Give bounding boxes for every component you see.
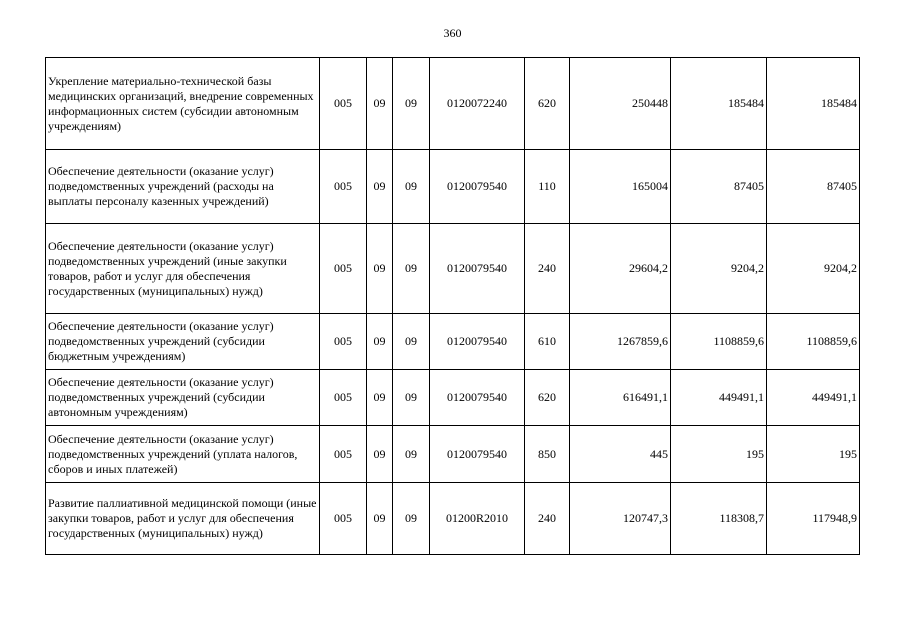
section-code: 09 [367,224,393,314]
amount-3: 1108859,6 [767,314,860,370]
amount-3: 87405 [767,150,860,224]
row-name: Обеспечение деятельности (оказание услуг) подведомственных учреждений (расходы на выплаты персоналу казенных учреждений) [46,150,320,224]
target-code: 0120072240 [430,58,525,150]
amount-1: 165004 [570,150,671,224]
amount-1: 616491,1 [570,370,671,426]
amount-3: 185484 [767,58,860,150]
row-name: Обеспечение деятельности (оказание услуг) подведомственных учреждений (уплата налогов, сборов и иных платежей) [46,426,320,483]
amount-3: 449491,1 [767,370,860,426]
ministry-code: 005 [320,426,367,483]
target-code: 0120079540 [430,150,525,224]
table-row [46,224,860,314]
expense-type-code: 110 [525,150,570,224]
amount-2: 87405 [671,150,767,224]
subsection-code: 09 [393,224,430,314]
ministry-code: 005 [320,370,367,426]
subsection-code: 09 [393,150,430,224]
subsection-code: 09 [393,58,430,150]
page-number: 360 [443,26,462,40]
amount-2: 118308,7 [671,483,767,555]
ministry-code: 005 [320,58,367,150]
amount-3: 117948,9 [767,483,860,555]
table-row [46,58,860,150]
budget-table [45,57,860,555]
expense-type-code: 240 [525,224,570,314]
ministry-code: 005 [320,224,367,314]
expense-type-code: 610 [525,314,570,370]
amount-2: 195 [671,426,767,483]
target-code: 0120079540 [430,370,525,426]
amount-3: 195 [767,426,860,483]
expense-type-code: 240 [525,483,570,555]
section-code: 09 [367,426,393,483]
amount-1: 29604,2 [570,224,671,314]
section-code: 09 [367,483,393,555]
section-code: 09 [367,370,393,426]
table-row [46,150,860,224]
subsection-code: 09 [393,426,430,483]
expense-type-code: 850 [525,426,570,483]
row-name: Развитие паллиативной медицинской помощи (иные закупки товаров, работ и услуг для обеспечения государственных (муниципальных) нужд) [46,483,320,555]
ministry-code: 005 [320,483,367,555]
row-name: Обеспечение деятельности (оказание услуг) подведомственных учреждений (субсидии автономным учреждениям) [46,370,320,426]
section-code: 09 [367,150,393,224]
amount-1: 250448 [570,58,671,150]
subsection-code: 09 [393,483,430,555]
row-name: Укрепление материально-технической базы медицинских организаций, внедрение современных информационных систем (субсидии автономным учреждениям) [46,58,320,150]
subsection-code: 09 [393,370,430,426]
section-code: 09 [367,314,393,370]
table-row [46,370,860,426]
ministry-code: 005 [320,150,367,224]
amount-3: 9204,2 [767,224,860,314]
row-name: Обеспечение деятельности (оказание услуг) подведомственных учреждений (иные закупки товаров, работ и услуг для обеспечения государственных (муниципальных) нужд) [46,224,320,314]
target-code: 0120079540 [430,314,525,370]
row-name: Обеспечение деятельности (оказание услуг) подведомственных учреждений (субсидии бюджетным учреждениям) [46,314,320,370]
table-row [46,426,860,483]
subsection-code: 09 [393,314,430,370]
amount-1: 120747,3 [570,483,671,555]
expense-type-code: 620 [525,370,570,426]
amount-2: 1108859,6 [671,314,767,370]
expense-type-code: 620 [525,58,570,150]
target-code: 01200R2010 [430,483,525,555]
amount-1: 445 [570,426,671,483]
section-code: 09 [367,58,393,150]
amount-2: 185484 [671,58,767,150]
amount-2: 9204,2 [671,224,767,314]
target-code: 0120079540 [430,426,525,483]
table-row [46,314,860,370]
amount-1: 1267859,6 [570,314,671,370]
ministry-code: 005 [320,314,367,370]
table-row [46,483,860,555]
amount-2: 449491,1 [671,370,767,426]
target-code: 0120079540 [430,224,525,314]
